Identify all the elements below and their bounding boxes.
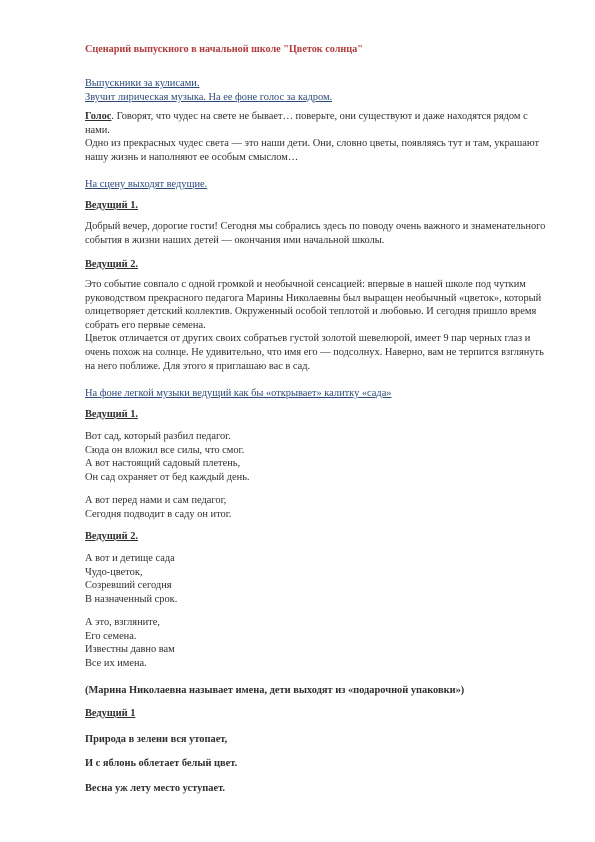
host-paragraph: Цветок отличается от других своих собратьев густой золотой шевелюрой, имеет 9 пар черных глаз и очень похож на солнце. Не удивительно, что имя его — подсолнух. Наверно, вам не терпится взглянуть на него поближе. Для этого я приглашаю вас в сад. [85,333,544,372]
verse-line: Весна уж лету место уступает. [85,783,226,794]
verse-line: В назначенный срок. [85,593,178,605]
voice-paragraph: Одно из прекрасных чудес света — это наши дети. Они, словно цветы, появляясь тут и там, украшают нашу жизнь и наполняют ее особым смыслом… [85,138,540,163]
speaker-label: Голос [85,111,112,122]
verse [85,494,555,521]
verse-line: Природа в зелени вся утопает, [85,734,228,745]
verse-line: Он сад охраняет от бед каждый день. [85,471,250,483]
verse-line: Созревший сегодня [85,580,172,592]
verse-line: А вот перед нами и сам педагог, [85,495,227,506]
host-paragraph: Добрый вечер, дорогие гости! Сегодня мы собрались здесь по поводу очень важного и знаменательного события в жизни наших детей — окончания ими начальной школы. [85,221,546,246]
stage-direction: (Марина Николаевна называет имена, дети выходят из «подарочной упаковки») [85,685,465,696]
verse-line: И с яблонь облетает белый цвет. [85,758,238,769]
host-paragraph-group [85,278,555,373]
document-title: Сценарий выпускного в начальной школе "Цветок солнца" [85,44,363,55]
verse-line: А это, взгляните, [85,617,160,628]
stage-direction: На фоне легкой музыки ведущий как бы «открывает» калитку «сада» [85,388,392,399]
intro-stage-directions [85,77,555,104]
speaker-label: Ведущий 1. [85,200,138,211]
verse-line: Известны давно вам [85,644,175,656]
speaker-label: Ведущий 2. [85,259,138,270]
host-paragraph: Это событие совпало с одной громкой и необычной сенсацией: впервые в нашей школе под чутким руководством прекрасного педагога Марины Николаевны был выращен необычный «цветок», который олицетворяет детский коллектив. Окруженный особой теплотой и любовью. И сегодня пришло время собрать его первые семена. [85,279,542,331]
verse-line: Его семена. [85,630,137,642]
verse-line: А вот настоящий садовый плетень, [85,458,241,470]
verse-line: Чудо-цветок, [85,566,143,578]
verse-line: Сегодня подводит в саду он итог. [85,508,232,520]
verse [85,552,555,606]
voice-block [85,110,555,164]
voice-text: . Говорят, что чудес на свете не бывает… поверьте, они существуют и даже находятся рядом с нами. [85,111,528,136]
verse-line: А вот и детище сада [85,553,175,564]
verse [85,616,555,670]
verse-line: Сюда он вложил все силы, что смог. [85,444,245,456]
speaker-label: Ведущий 1. [85,409,138,420]
speaker-label: Ведущий 1 [85,708,136,719]
stage-direction: На сцену выходят ведущие. [85,179,208,190]
stage-direction: Звучит лирическая музыка. На ее фоне голос за кадром. [85,91,333,103]
speaker-label: Ведущий 2. [85,531,138,542]
verse [85,430,555,484]
verse-line: Все их имена. [85,657,147,669]
voice-paragraph [85,110,555,137]
verse-line: Вот сад, который разбил педагог. [85,431,231,442]
stage-direction: Выпускники за кулисами. [85,78,200,89]
